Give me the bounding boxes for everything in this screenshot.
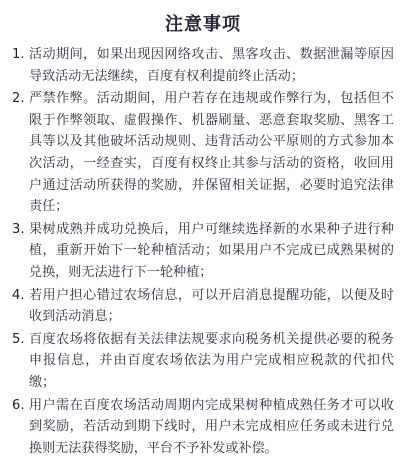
- rule-item-2: [12, 88, 394, 218]
- rule-item-6: [12, 395, 394, 459]
- rule-item-1: [12, 44, 394, 87]
- rule-text: 果树成熟并成功兑换后，用户可继续选择新的水果种子进行种植，重新开始下一轮种植活动；如果用户不完成已成熟果树的兑换，则无法进行下一轮种植；: [29, 222, 394, 280]
- page-title: 注意事项: [12, 12, 394, 38]
- rule-item-4: [12, 285, 394, 328]
- rule-text: 若用户担心错过农场信息，可以开启消息提醒功能，以便及时收到活动消息；: [29, 288, 394, 325]
- rule-number: 2.: [12, 88, 25, 110]
- rule-item-5: [12, 329, 394, 394]
- rules-list: [12, 44, 394, 459]
- rule-item-3: [12, 219, 394, 284]
- rule-number: 6.: [12, 395, 25, 417]
- rule-number: 5.: [12, 329, 25, 351]
- rule-text: 严禁作弊。活动期间，用户若存在违规或作弊行为，包括但不限于作弊领取、虚假操作、机器刷量、恶意套取奖励、黑客工具等以及其他破坏活动规则、违背活动公平原则的方式参加本次活动，一经查实，百度有权终止其参与活动的资格，收回用户通过活动所获得的奖励，并保留相关证据，必要时追究法律责任；: [29, 91, 394, 214]
- rule-text: 百度农场将依据有关法律法规要求向税务机关提供必要的税务申报信息，并由百度农场依法为用户完成相应税款的代扣代缴；: [29, 332, 394, 390]
- rule-text: 活动期间，如果出现因网络攻击、黑客攻击、数据泄漏等原因导致活动无法继续，百度有权利提前终止活动；: [29, 47, 394, 84]
- rule-number: 1.: [12, 44, 25, 66]
- rule-number: 3.: [12, 219, 25, 241]
- rule-text: 用户需在百度农场活动周期内完成果树种植成熟任务才可以收到奖励，若活动到期下线时，用户未完成相应任务或未进行兑换则无法获得奖励，平台不予补发或补偿。: [29, 398, 394, 456]
- rule-number: 4.: [12, 285, 25, 307]
